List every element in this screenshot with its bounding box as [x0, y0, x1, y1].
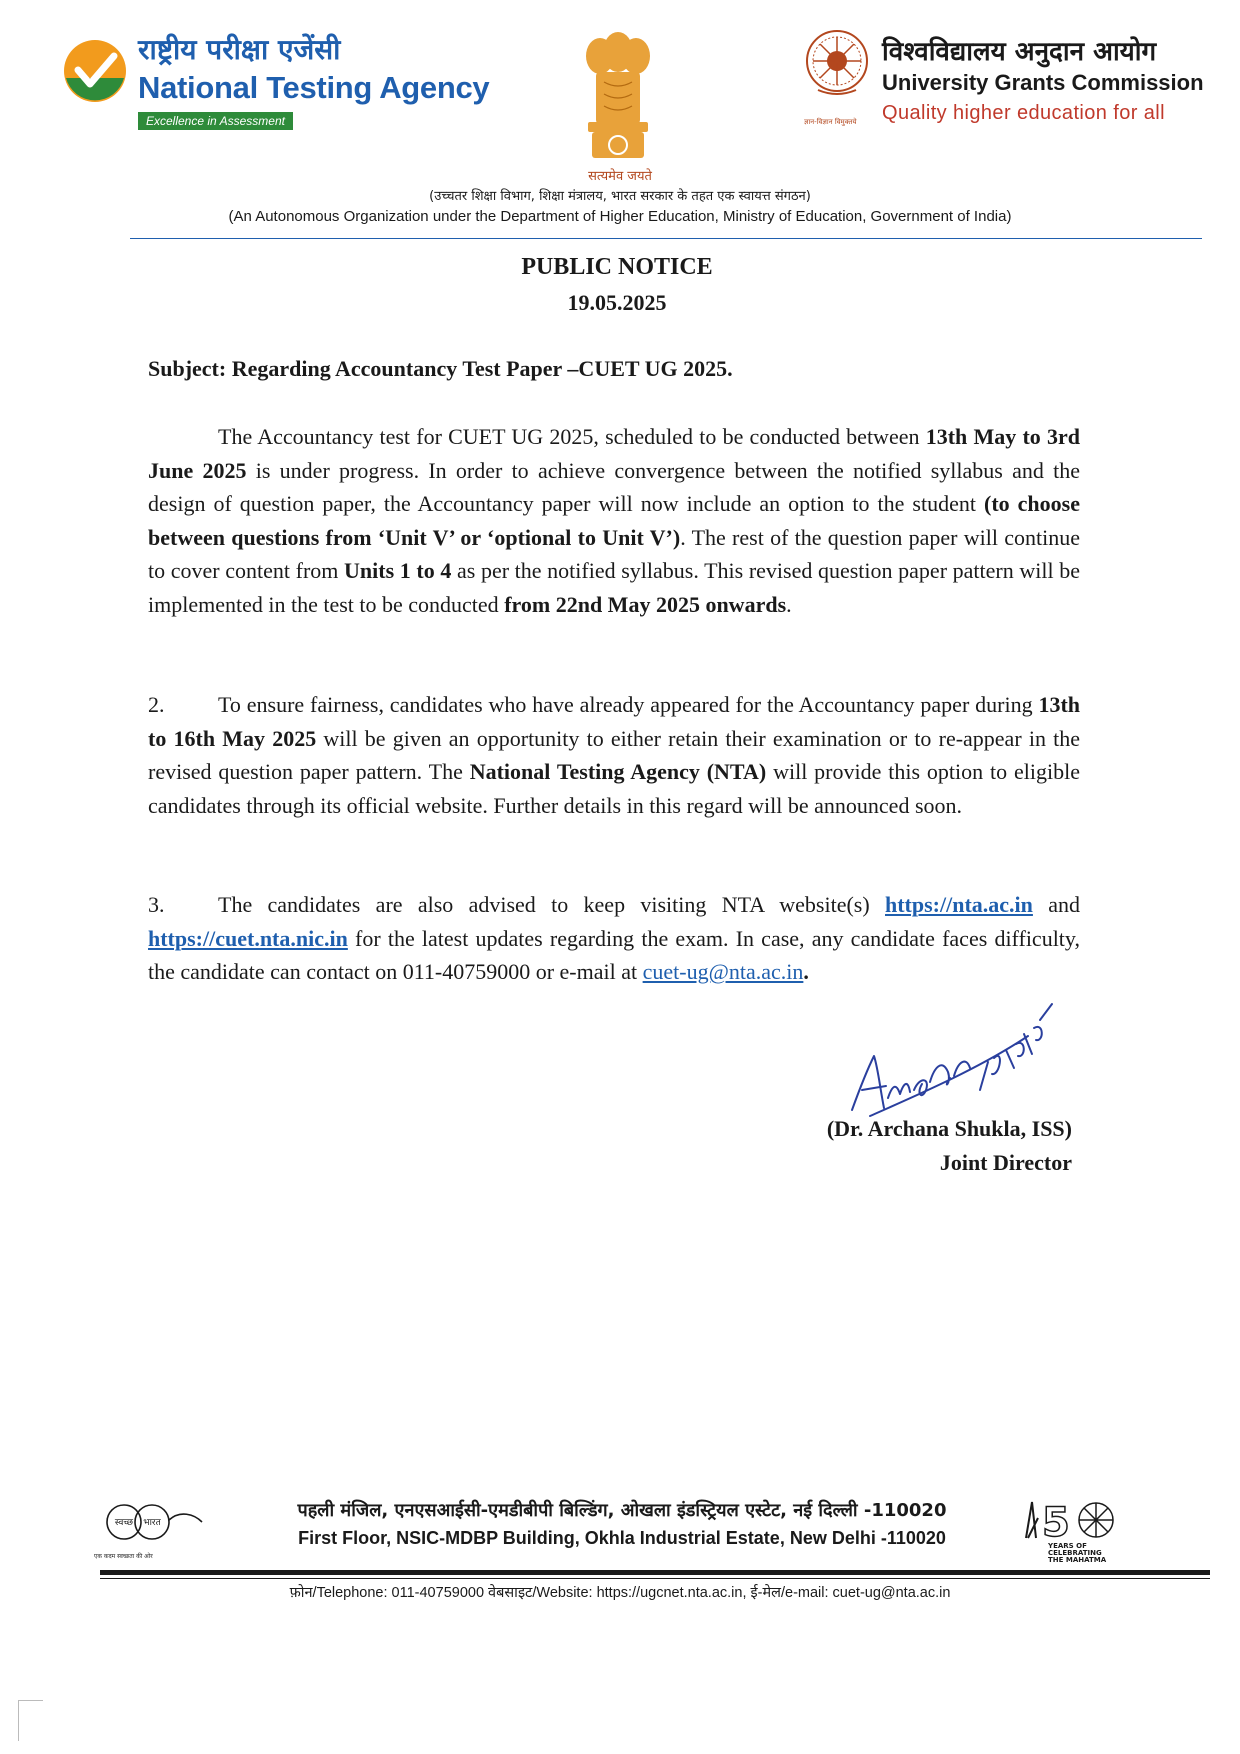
gandhi-text-2: CELEBRATING — [1048, 1549, 1102, 1557]
p2-text: To ensure fairness, candidates who have already appeared for the Accountancy paper during — [218, 692, 1039, 717]
scan-corner-mark — [18, 1700, 43, 1741]
satyamev-jayate: सत्यमेव जयते — [588, 169, 652, 184]
ugc-tagline: Quality higher education for all — [882, 102, 1165, 124]
notice-date: 19.05.2025 — [567, 290, 667, 315]
notice-subject: Subject: Regarding Accountancy Test Paper –CUET UG 2025. — [148, 356, 733, 381]
p1-bold: 13th May to 3rd June 2025 — [148, 424, 1080, 483]
footer-divider-thin — [100, 1578, 1210, 1579]
swachh-tagline: एक कदम स्वच्छता की ओर — [94, 1553, 153, 1560]
nta-website-link[interactable]: https://nta.ac.in — [885, 892, 1033, 917]
cuet-website-link[interactable]: https://cuet.nta.nic.in — [148, 925, 348, 951]
paragraph-number: 3. — [148, 892, 165, 917]
p1-text: is under progress. In order to achieve convergence between the notified syllabus and the design of question paper, the Accountancy paper will now include an option to the student — [148, 457, 1080, 516]
p3-text: The candidates are also advised to keep visiting NTA website(s) — [218, 892, 885, 917]
email-link[interactable]: cuet-ug@nta.ac.in — [642, 959, 804, 984]
paragraph-1 — [148, 420, 1080, 621]
footer-address-english: First Floor, NSIC-MDBP Building, Okhla Industrial Estate, New Delhi -110020 — [298, 1528, 946, 1548]
paragraph-number: 2. — [148, 692, 165, 717]
p3-text: and — [1032, 892, 1081, 917]
signature-icon — [830, 998, 1060, 1128]
nta-name-hindi: राष्ट्रीय परीक्षा एजेंसी — [138, 33, 341, 66]
swachh-right-text: भारत — [143, 1518, 161, 1528]
swachh-bharat-logo-icon — [90, 1496, 210, 1556]
gandhi-150-logo-icon — [1018, 1488, 1126, 1566]
p1-bold: Units 1 to 4 — [344, 558, 452, 583]
paragraph-3 — [148, 888, 1080, 989]
swachh-left-text: स्वच्छ — [114, 1518, 134, 1528]
p2-text: will be given an opportunity to either retain their examination or to re-appear in the revised question paper pattern. The — [148, 725, 1081, 784]
ugc-name-hindi: विश्वविद्यालय अनुदान आयोग — [882, 37, 1157, 67]
footer-address-hindi: पहली मंजिल, एनएसआईसी-एमडीबीपी बिल्डिंग, ओखला इंडस्ट्रियल एस्टेट, नई दिल्ली -110020 — [297, 1500, 947, 1521]
footer-divider-thick — [100, 1570, 1210, 1575]
signatory-name: (Dr. Archana Shukla, ISS) — [826, 1116, 1072, 1141]
ugc-logo-icon — [804, 28, 870, 100]
p2-bold: 13th to 16th May 2025 — [148, 692, 1080, 751]
p1-bold: (to choose between questions from ‘Unit V’ or ‘optional to Unit V’) — [148, 491, 1080, 550]
autonomous-org-hindi: (उच्चतर शिक्षा विभाग, शिक्षा मंत्रालय, भारत सरकार के तहत एक स्वायत्त संगठन) — [429, 189, 811, 204]
footer-contact: फ़ोन/Telephone: 011-40759000 वेबसाइट/Website: https://ugcnet.nta.ac.in, ई-मेल/e-mail: cuet-ug@nta.ac.in — [289, 1585, 951, 1601]
nta-name-english: National Testing Agency — [138, 70, 490, 105]
p1-text: as per the notified syllabus. This revised question paper pattern will be implemented in the test to be conducted — [148, 558, 1080, 617]
paragraph-2 — [148, 688, 1080, 822]
gandhi-text-1: YEARS OF — [1048, 1542, 1087, 1550]
svg-text:5: 5 — [1042, 1500, 1070, 1546]
national-emblem-icon — [578, 28, 658, 164]
p1-text: . — [786, 591, 792, 617]
p2-bold: National Testing Agency (NTA) — [469, 759, 767, 784]
nta-tagline: Excellence in Assessment — [138, 112, 293, 130]
p2-text: will provide this option to eligible candidates through its official website. Further details in this regard will be announced soon. — [148, 759, 1081, 818]
p1-text: . The rest of the question paper will continue to cover content from — [148, 524, 1080, 583]
signatory-designation: Joint Director — [939, 1150, 1072, 1175]
autonomous-org-english: (An Autonomous Organization under the Department of Higher Education, Ministry of Education, Government of India) — [228, 208, 1012, 225]
ugc-motto-small: ज्ञान-विज्ञान विमुक्तये — [804, 118, 857, 126]
p3-text: for the latest updates regarding the exam. In case, any candidate faces difficulty, the candidate can contact on 011-40759000 or e-mail at — [148, 925, 1080, 984]
nta-logo-icon — [62, 38, 128, 104]
gandhi-text-3: THE MAHATMA — [1048, 1556, 1107, 1564]
p3-text: . — [803, 959, 809, 984]
ugc-name-english: University Grants Commission — [882, 70, 1204, 95]
header-divider — [130, 238, 1202, 239]
p1-text: The Accountancy test for CUET UG 2025, scheduled to be conducted between — [218, 424, 926, 449]
notice-title: PUBLIC NOTICE — [521, 254, 713, 280]
p1-bold: from 22nd May 2025 onwards — [504, 591, 787, 617]
